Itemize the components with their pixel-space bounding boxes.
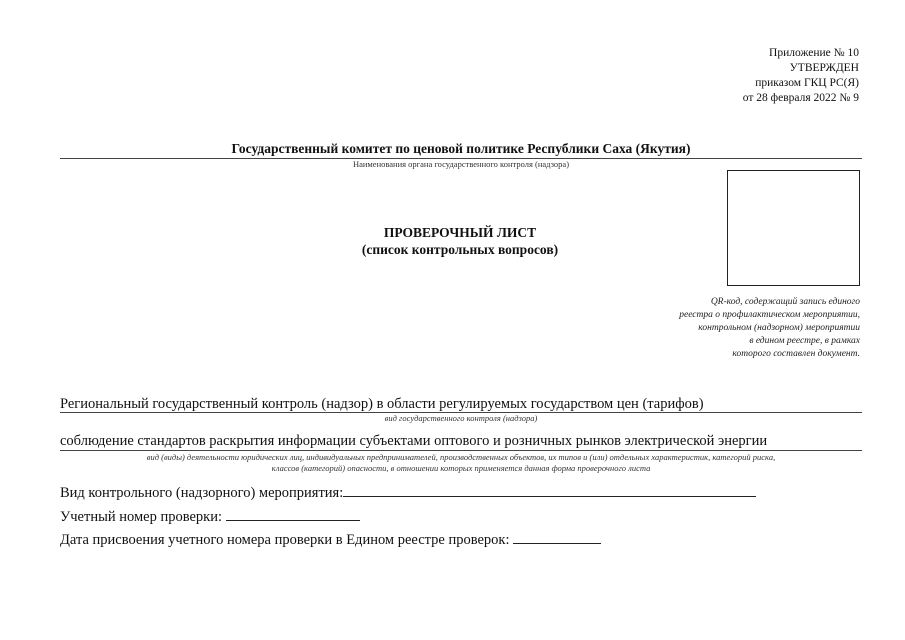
- qr-code-placeholder: [727, 170, 860, 286]
- activity-caption-line1: вид (виды) деятельности юридических лиц, индивидуальных предпринимателей, производственных объектов, их типов и (или) отдельных характеристик, категорий риска,: [146, 452, 776, 462]
- activity-value: соблюдение стандартов раскрытия информации субъектами оптового и розничных рынков электрической энергии: [60, 433, 768, 449]
- checklist-title: ПРОВЕРОЧНЫЙ ЛИСТ: [383, 225, 537, 240]
- event-type-label: Вид контрольного (надзорного) мероприятия:: [60, 485, 344, 501]
- approved-date: от 28 февраля 2022 № 9: [742, 92, 859, 104]
- qr-caption-line: QR-код, содержащий запись единого: [710, 297, 860, 307]
- activity-divider: [60, 450, 862, 451]
- control-type-caption: вид государственного контроля (надзора): [384, 413, 538, 423]
- registration-date-blank[interactable]: [513, 531, 601, 544]
- appendix-number: Приложение № 10: [769, 47, 859, 59]
- qr-caption-line: контрольном (надзорном) мероприятии: [698, 323, 860, 333]
- qr-caption-line: реестра о профилактическом мероприятии,: [679, 310, 860, 320]
- registration-number-label: Учетный номер проверки:: [60, 509, 222, 525]
- registration-number-field: [60, 508, 360, 526]
- event-type-blank[interactable]: [343, 484, 756, 497]
- approved-label: УТВЕРЖДЕН: [789, 62, 859, 74]
- registration-number-blank[interactable]: [226, 508, 360, 521]
- qr-caption-line: в едином реестре, в рамках: [749, 336, 860, 346]
- activity-caption-line2: классов (категорий) опасности, в отношении которых применяется данная форма проверочного листа: [271, 463, 651, 473]
- registration-date-field: [60, 531, 601, 549]
- registration-date-label: Дата присвоения учетного номера проверки в Едином реестре проверок:: [60, 532, 510, 548]
- organization-name: Государственный комитет по ценовой политике Республики Саха (Якутия): [231, 141, 691, 156]
- qr-caption-line: которого составлен документ.: [732, 349, 860, 359]
- organization-caption: Наименования органа государственного контроля (надзора): [352, 159, 570, 169]
- appendix-block: [599, 46, 859, 106]
- event-type-field: [60, 484, 756, 502]
- approved-order: приказом ГКЦ РС(Я): [755, 77, 859, 89]
- control-type-value: Региональный государственный контроль (надзор) в области регулируемых государством цен (тарифов): [60, 396, 704, 412]
- checklist-subtitle: (список контрольных вопросов): [361, 242, 559, 257]
- qr-caption: [640, 296, 860, 361]
